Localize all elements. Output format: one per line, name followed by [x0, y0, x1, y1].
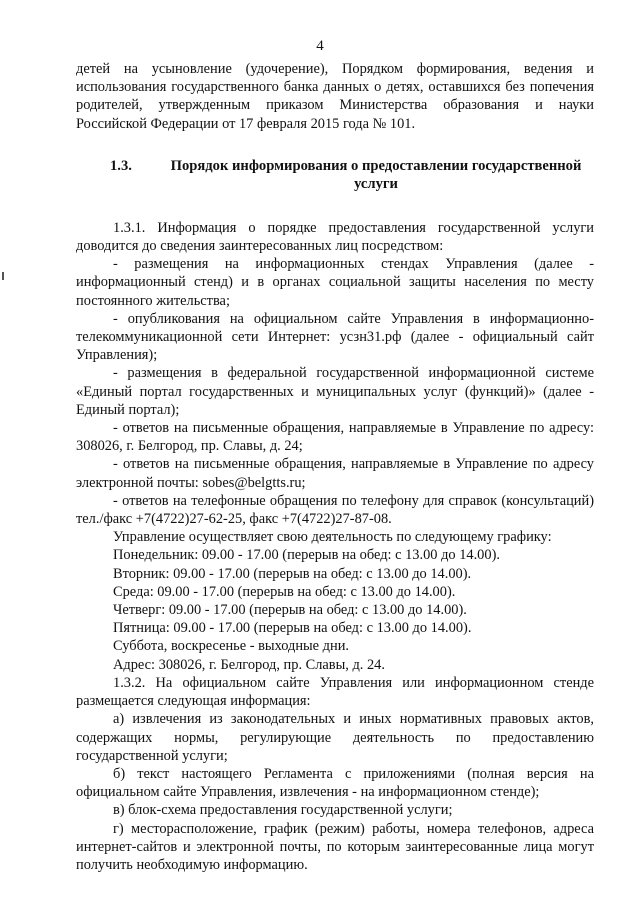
page-number: 4	[316, 38, 324, 54]
bullet-email: - ответов на письменные обращения, направляемые в Управление по адресу электронной почты: sobes@belgtts.ru;	[76, 456, 594, 491]
schedule-monday: Понедельник: 09.00 - 17.00 (перерыв на обед: с 13.00 до 14.00).	[113, 547, 500, 564]
office-address: Адрес: 308026, г. Белгород, пр. Славы, д. 24.	[113, 656, 385, 673]
schedule-intro: Управление осуществляет свою деятельность по следующему графику:	[113, 529, 552, 546]
item-a: а) извлечения из законодательных и иных нормативных правовых актов, содержащих нормы, регулирующие деятельность по предоставлению государственной услуги;	[76, 711, 594, 764]
intro-paragraph: детей на усыновление (удочерение), Порядком формирования, ведения и использования государственного банка данных о детях, оставшихся без попечения родителей, утвержденным приказом Министерства образования и науки Российской Федерации от 17 февраля 2015 года № 101.	[76, 61, 594, 132]
schedule-thursday: Четверг: 09.00 - 17.00 (перерыв на обед: с 13.00 до 14.00).	[113, 602, 467, 619]
margin-mark	[2, 272, 4, 280]
paragraph-1-3-2: 1.3.2. На официальном сайте Управления или информационном стенде размещается следующая информация:	[76, 674, 594, 710]
item-b: б) текст настоящего Регламента с приложениями (полная версия на официальном сайте Управления, извлечения - на информационном стенде);	[76, 765, 594, 801]
section-title: Порядок информирования о предоставлении государственной услуги	[170, 157, 582, 192]
schedule-friday: Пятница: 09.00 - 17.00 (перерыв на обед: с 13.00 до 14.00).	[113, 620, 472, 637]
section-number: 1.3.	[110, 157, 132, 174]
bullet-letters: - ответов на письменные обращения, направляемые в Управление по адресу: 308026, г. Белгород, пр. Славы, д. 24;	[76, 420, 594, 455]
document-body	[76, 60, 594, 874]
bullet-phone: - ответов на телефонные обращения по телефону для справок (консультаций) тел./факс +7(4722)27-62-25, факс +7(4722)27-87-08.	[76, 492, 594, 528]
paragraph-1-3-1: 1.3.1. Информация о порядке предоставления государственной услуги доводится до сведения заинтересованных лиц посредством:	[76, 219, 594, 255]
schedule-wednesday: Среда: 09.00 - 17.00 (перерыв на обед: с 13.00 до 14.00).	[113, 583, 456, 600]
bullet-website: - опубликования на официальном сайте Управления в информационно-телекоммуникационной сети Интернет: усзн31.рф (далее - официальный сайт Управления);	[76, 310, 594, 364]
item-v: в) блок-схема предоставления государственной услуги;	[113, 802, 453, 819]
bullet-portal: - размещения в федеральной государственной информационной системе «Единый портал государственных и муниципальных услуг (функций)» (далее - Единый портал);	[76, 365, 594, 418]
schedule-tuesday: Вторник: 09.00 - 17.00 (перерыв на обед: с 13.00 до 14.00).	[113, 565, 472, 582]
schedule-weekend: Суббота, воскресенье - выходные дни.	[113, 638, 349, 655]
section-heading	[76, 157, 594, 193]
bullet-stands: - размещения на информационных стендах Управления (далее - информационный стенд) и в органах социальной защиты населения по месту постоянного жительства;	[76, 256, 594, 309]
item-g: г) месторасположение, график (режим) работы, номера телефонов, адреса интернет-сайтов и электронной почты, по которым заинтересованные лица могут получить необходимую информацию.	[76, 820, 594, 873]
